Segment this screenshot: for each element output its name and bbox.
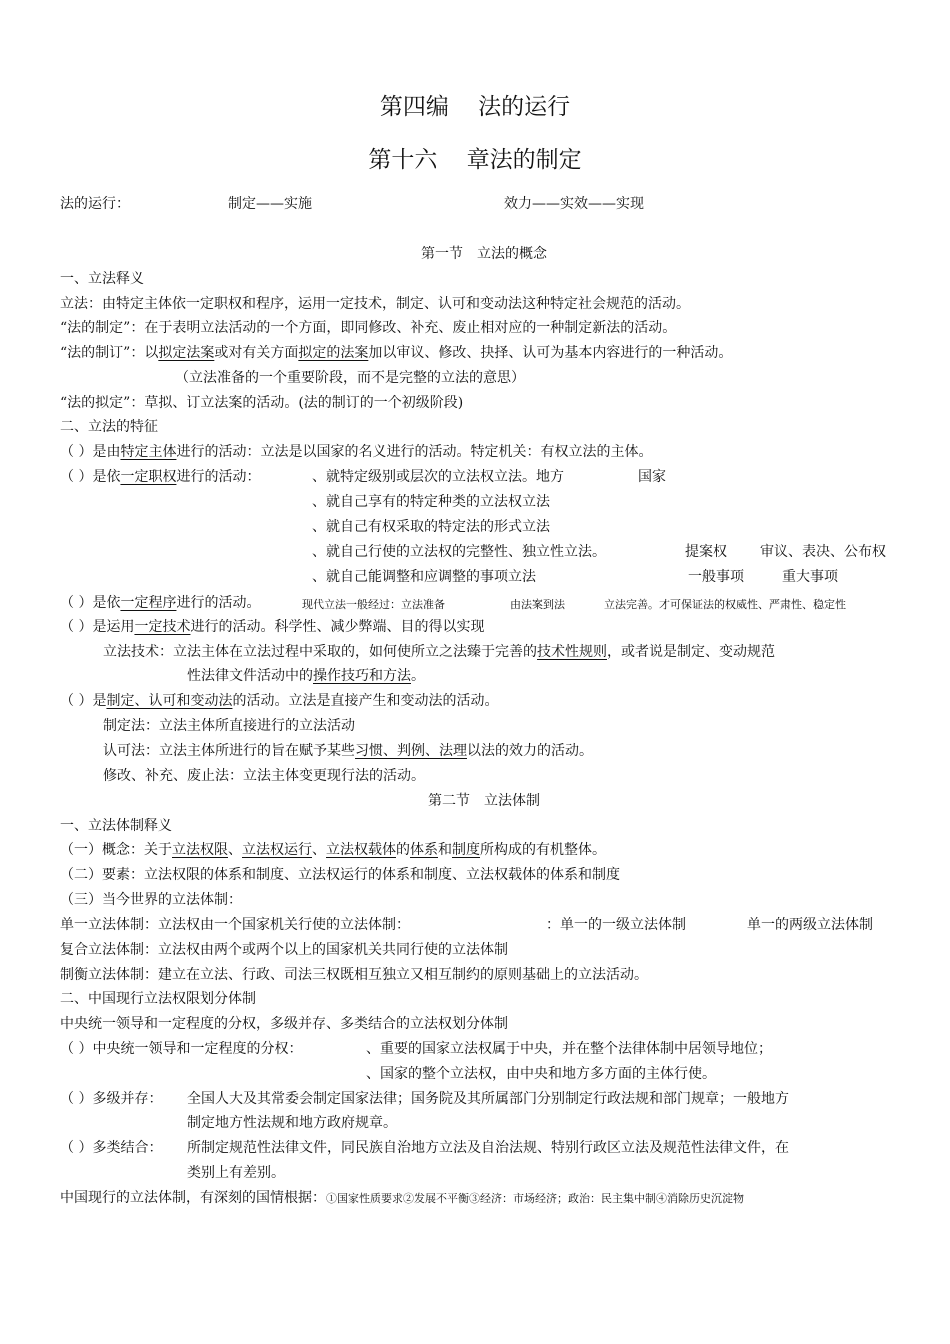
heading-china-system: 二、中国现行立法权限划分体制 bbox=[60, 991, 256, 1007]
def-enact-law: 制定法：立法主体所直接进行的立法活动 bbox=[103, 718, 355, 734]
multi-level-desc: 全国人大及其常委会制定国家法律；国务院及其所属部门分别制定行政法规和部门规章；一般地方 bbox=[187, 1091, 789, 1107]
authority-item-5: 、就自己能调整和应调整的事项立法 bbox=[312, 569, 536, 585]
china-multi-type: （ ）多类结合： bbox=[60, 1140, 163, 1156]
part-name: 法的运行 bbox=[478, 94, 571, 120]
authority-item-3: 、就自己有权采取的特定法的形式立法 bbox=[312, 519, 550, 535]
multi-level-desc-cont: 制定地方性法规和地方政府规章。 bbox=[187, 1115, 397, 1131]
part-title bbox=[0, 92, 950, 122]
run-effect: 效力——实效——实现 bbox=[504, 196, 644, 212]
authority-item-1: 、就特定级别或层次的立法权立法。地方 bbox=[312, 469, 564, 485]
legislative-technique-def: 立法技术：立法主体在立法过程中采取的，如何使所立之法臻于完善的技术性规则，或者说是制定、变动规范 bbox=[103, 644, 775, 660]
procedure-step-prep: 现代立法一般经过：立法准备 bbox=[302, 598, 445, 611]
def-legislation: 立法：由特定主体依一定职权和程序，运用一定技术，制定、认可和变动法这种特定社会规范的活动。 bbox=[60, 296, 690, 312]
multi-type-desc: 所制定规范性法律文件，同民族自治地方立法及自治法规、特别行政区立法及规范性法律文件，在 bbox=[187, 1140, 789, 1156]
authority-item-2: 、就自己享有的特定种类的立法权立法 bbox=[312, 494, 550, 510]
china-multi-level: （ ）多级并存： bbox=[60, 1091, 163, 1107]
china-system-summary: 中央统一领导和一定程度的分权，多级并存、多类结合的立法权划分体制 bbox=[60, 1016, 508, 1032]
run-label: 法的运行： bbox=[60, 196, 130, 212]
part-number: 第四编 bbox=[379, 94, 449, 120]
feature-procedure: （ ）是依一定程序进行的活动。 bbox=[60, 595, 261, 611]
china-central-unified: （ ）中央统一领导和一定程度的分权： bbox=[60, 1041, 303, 1057]
legislative-technique-def-cont: 性法律文件活动中的操作技巧和方法。 bbox=[187, 668, 425, 684]
compound-system: 复合立法体制：立法权由两个或两个以上的国家机关共同行使的立法体制 bbox=[60, 942, 508, 958]
chapter-title bbox=[0, 145, 950, 175]
def-recognize-law: 认可法：立法主体所进行的旨在赋予某些习惯、判例、法理以法的效力的活动。 bbox=[103, 743, 593, 759]
single-system-one-level: ：单一的一级立法体制 bbox=[546, 917, 686, 933]
heading-legislation-definition: 一、立法释义 bbox=[60, 271, 144, 287]
authority-item-1-national: 国家 bbox=[638, 469, 666, 485]
procedure-step-bill: 由法案到法 bbox=[510, 598, 565, 611]
def-law-making: “法的制定”：在于表明立法活动的一个方面，即同修改、补充、废止相对应的一种制定新法的活动。 bbox=[60, 320, 677, 336]
run-formulate: 制定——实施 bbox=[228, 196, 312, 212]
feature-authority: （ ）是依一定职权进行的活动： bbox=[60, 469, 261, 485]
authority-item-4-review: 审议、表决、公布权 bbox=[760, 544, 886, 560]
def-amend-law: 修改、补充、废止法：立法主体变更现行法的活动。 bbox=[103, 768, 425, 784]
central-unified-item-2: 、国家的整个立法权，由中央和地方多方面的主体行使。 bbox=[366, 1066, 716, 1082]
procedure-step-perfect: 立法完善。才可保证法的权威性、严肃性、稳定性 bbox=[604, 598, 846, 611]
feature-enact-recognize: （ ）是制定、认可和变动法的活动。立法是直接产生和变动法的活动。 bbox=[60, 693, 499, 709]
section-1-heading: 第一节 立法的概念 bbox=[421, 246, 547, 262]
feature-technique: （ ）是运用一定技术进行的活动。科学性、减少弊端、目的得以实现 bbox=[60, 619, 485, 635]
china-system-basis: 中国现行的立法体制，有深刻的国情根据：①国家性质要求②发展不平衡③经济：市场经济；政治：民主集中制④消除历史沉淀物 bbox=[60, 1190, 744, 1206]
balance-system: 制衡立法体制：建立在立法、行政、司法三权既相互独立又相互制约的原则基础上的立法活动。 bbox=[60, 967, 648, 983]
system-elements: （二）要素：立法权限的体系和制度、立法权运行的体系和制度、立法权载体的体系和制度 bbox=[60, 867, 620, 883]
section-2-heading: 第二节 立法体制 bbox=[428, 793, 540, 809]
system-world: （三）当今世界的立法体制： bbox=[60, 892, 242, 908]
chapter-number: 第十六 bbox=[368, 147, 438, 173]
authority-item-5-general: 一般事项 bbox=[688, 569, 744, 585]
central-unified-item-1: 、重要的国家立法权属于中央，并在整个法律体制中居领导地位； bbox=[366, 1041, 772, 1057]
authority-item-5-major: 重大事项 bbox=[782, 569, 838, 585]
heading-legislative-system: 一、立法体制释义 bbox=[60, 818, 172, 834]
authority-item-4-proposal: 提案权 bbox=[685, 544, 727, 560]
single-system-two-level: 单一的两级立法体制 bbox=[747, 917, 873, 933]
multi-type-desc-cont: 类别上有差别。 bbox=[187, 1165, 285, 1181]
basis-reasons: ①国家性质要求②发展不平衡③经济：市场经济；政治：民主集中制④消除历史沉淀物 bbox=[326, 1192, 744, 1205]
single-system: 单一立法体制：立法权由一个国家机关行使的立法体制： bbox=[60, 917, 410, 933]
feature-subject: （ ）是由特定主体进行的活动：立法是以国家的名义进行的活动。特定机关：有权立法的主体。 bbox=[60, 444, 653, 460]
def-law-drafting-note: （立法准备的一个重要阶段，而不是完整的立法的意思） bbox=[175, 370, 525, 386]
heading-legislation-features: 二、立法的特征 bbox=[60, 419, 158, 435]
system-concept: （一）概念：关于立法权限、立法权运行、立法权载体的体系和制度所构成的有机整体。 bbox=[60, 842, 606, 858]
chapter-name: 章法的制定 bbox=[466, 147, 582, 173]
def-law-proposal: “法的拟定”：草拟、订立法案的活动。(法的制订的一个初级阶段) bbox=[60, 395, 464, 411]
def-law-drafting: “法的制订”：以拟定法案或对有关方面拟定的法案加以审议、修改、抉择、认可为基本内容进行的一种活动。 bbox=[60, 345, 733, 361]
authority-item-4: 、就自己行使的立法权的完整性、独立性立法。 bbox=[312, 544, 606, 560]
